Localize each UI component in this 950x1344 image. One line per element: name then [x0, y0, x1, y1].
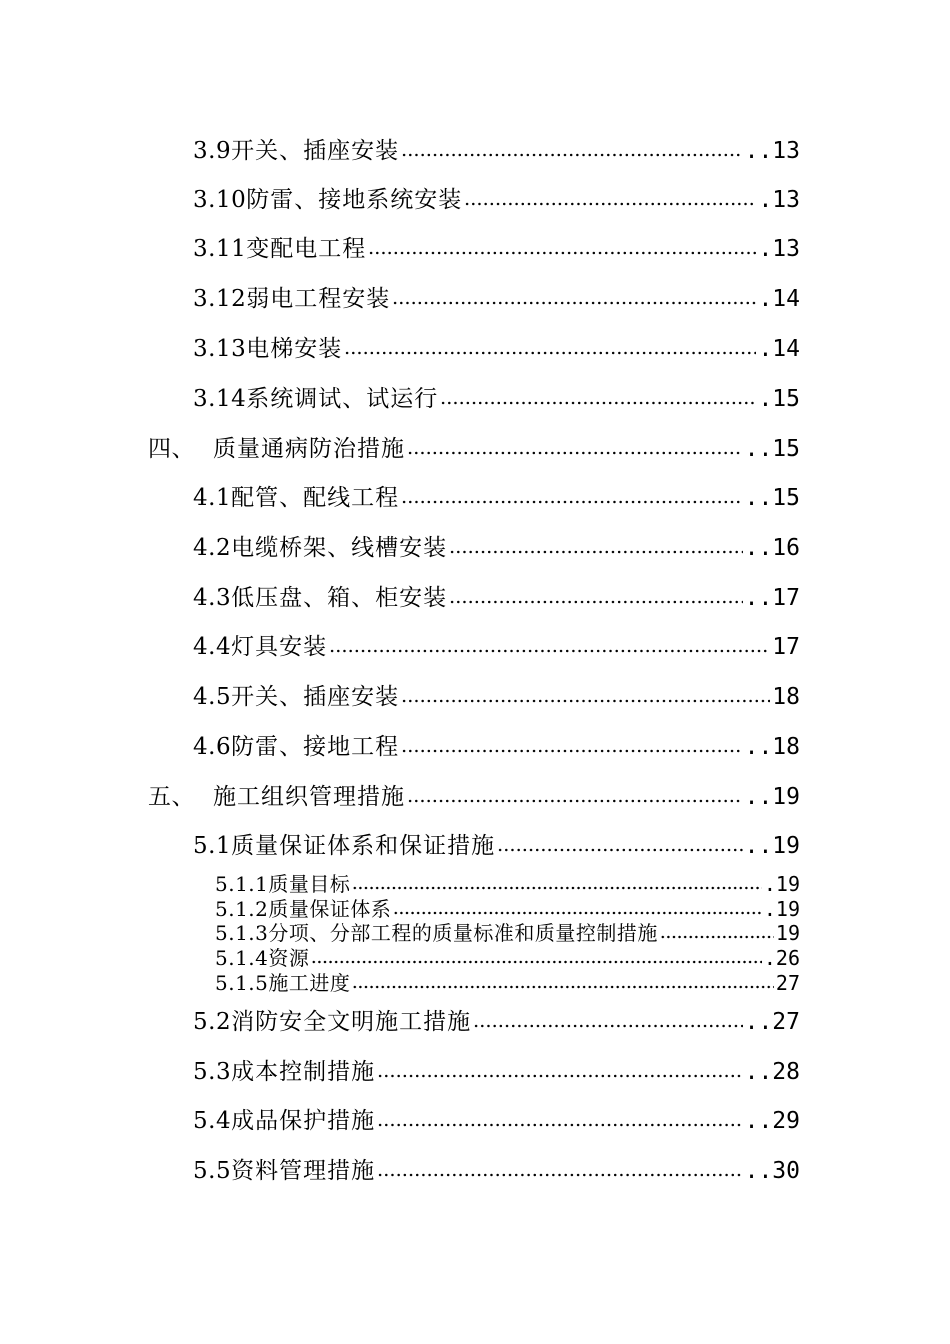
toc-entry-title: 系统调试、试运行	[246, 386, 439, 412]
dot-leader	[352, 885, 761, 891]
dot-leader	[660, 934, 774, 940]
dot-leader	[377, 1122, 743, 1128]
toc-entry[interactable]	[193, 583, 800, 613]
toc-chapter-title: 质量通病防治措施	[213, 436, 405, 462]
toc-entry-title: 资料管理措施	[231, 1158, 376, 1184]
toc-entry-title: 开关、插座安装	[231, 684, 400, 710]
toc-entry-page: 17	[772, 634, 800, 660]
dot-leader	[352, 984, 774, 990]
toc-entry-number: 5.1.5	[215, 971, 269, 995]
toc-entry-title: 配管、配线工程	[231, 485, 400, 511]
toc-subentry[interactable]	[215, 946, 800, 971]
toc-entry-number: 3.14	[193, 386, 247, 412]
toc-entry-title: 消防安全文明施工措施	[231, 1009, 472, 1035]
toc-entry[interactable]	[193, 1057, 800, 1087]
dot-leader	[392, 300, 756, 306]
toc-entry-number: 4.5	[193, 684, 232, 710]
toc-entry-title: 开关、插座安装	[231, 138, 400, 164]
toc-entry-page: ..27	[744, 1009, 800, 1035]
toc-entry-title: 质量保证体系和保证措施	[231, 833, 496, 859]
toc-entry-number: 4.1	[193, 485, 232, 511]
dot-leader	[401, 748, 743, 754]
toc-entry-page: ..19	[744, 833, 800, 859]
toc-entry-title: 灯具安装	[231, 634, 328, 660]
toc-entry-number: 3.12	[193, 286, 247, 312]
toc-entry[interactable]	[193, 533, 800, 563]
toc-chapter-entry[interactable]	[148, 434, 800, 464]
toc-entry-page: ..18	[744, 734, 800, 760]
toc-chapter-number: 五、	[148, 784, 195, 810]
toc-subentry[interactable]	[215, 872, 800, 897]
toc-entry-page: ..29	[744, 1108, 800, 1134]
toc-entry-page: 19	[775, 921, 800, 945]
toc-chapter-title: 施工组织管理措施	[213, 784, 405, 810]
toc-entry-page: ..15	[744, 485, 800, 511]
toc-entry[interactable]	[193, 682, 800, 712]
toc-entry-number: 5.1.3	[215, 921, 269, 945]
dot-leader	[407, 798, 743, 804]
toc-entry-page: .13	[758, 187, 800, 213]
toc-entry[interactable]	[193, 1106, 800, 1136]
toc-entry-page: .14	[758, 336, 800, 362]
toc-entry[interactable]	[193, 384, 800, 414]
dot-leader	[449, 549, 743, 555]
toc-entry-title: 成本控制措施	[231, 1059, 376, 1085]
toc-entry-number: 3.10	[193, 187, 247, 213]
toc-entry-page: 27	[775, 971, 800, 995]
toc-entry-page: .14	[758, 286, 800, 312]
toc-subentry[interactable]	[215, 921, 800, 946]
toc-entry-page: 18	[772, 684, 800, 710]
dot-leader	[464, 201, 756, 207]
toc-entry-number: 3.9	[193, 138, 232, 164]
toc-entry-page: .19	[763, 897, 800, 921]
toc-entry-title: 防雷、接地系统安装	[246, 187, 463, 213]
dot-leader	[393, 910, 761, 916]
toc-entry-title: 变配电工程	[246, 236, 367, 262]
toc-entry-title: 防雷、接地工程	[231, 734, 400, 760]
toc-entry[interactable]	[193, 1007, 800, 1037]
toc-entry-title: 弱电工程安装	[246, 286, 391, 312]
toc-chapter-number: 四、	[148, 436, 195, 462]
toc-entry-number: 5.5	[193, 1158, 232, 1184]
dot-leader	[401, 152, 743, 158]
toc-entry-number: 4.4	[193, 634, 232, 660]
toc-entry-number: 3.11	[193, 236, 247, 262]
dot-leader	[401, 499, 743, 505]
dot-leader	[329, 648, 770, 654]
toc-entry-number: 5.3	[193, 1059, 232, 1085]
toc-entry[interactable]	[193, 831, 800, 861]
toc-entry-number: 5.4	[193, 1108, 232, 1134]
dot-leader	[401, 698, 770, 704]
toc-entry-number: 3.13	[193, 336, 247, 362]
toc-entry[interactable]	[193, 632, 800, 662]
dot-leader	[377, 1172, 743, 1178]
dot-leader	[344, 350, 756, 356]
toc-entry-number: 4.3	[193, 585, 232, 611]
toc-entry-title: 电梯安装	[246, 336, 343, 362]
dot-leader	[497, 847, 743, 853]
toc-entry[interactable]	[193, 483, 800, 513]
toc-entry-number: 5.2	[193, 1009, 232, 1035]
toc-subentry[interactable]	[215, 897, 800, 922]
toc-entry-title: 资源	[268, 946, 310, 970]
dot-leader	[473, 1023, 743, 1029]
toc-entry[interactable]	[193, 334, 800, 364]
toc-entry-page: ..15	[744, 436, 800, 462]
toc-entry-number: 5.1.1	[215, 872, 269, 896]
toc-entry-title: 成品保护措施	[231, 1108, 376, 1134]
toc-entry-number: 5.1	[193, 833, 232, 859]
dot-leader	[449, 599, 743, 605]
dot-leader	[377, 1073, 743, 1079]
toc-subentry[interactable]	[215, 971, 800, 996]
toc-entry[interactable]	[193, 732, 800, 762]
toc-entry[interactable]	[193, 136, 800, 166]
toc-entry[interactable]	[193, 1156, 800, 1186]
toc-entry-page: ..17	[744, 585, 800, 611]
toc-entry-page: ..16	[744, 535, 800, 561]
toc-entry-page: .19	[763, 872, 800, 896]
dot-leader	[311, 959, 761, 965]
toc-entry-title: 质量保证体系	[268, 897, 392, 921]
toc-entry-title: 质量目标	[268, 872, 351, 896]
toc-entry-number: 4.2	[193, 535, 232, 561]
toc-entry-page: .26	[763, 946, 800, 970]
toc-entry-title: 施工进度	[268, 971, 351, 995]
toc-entry-number: 4.6	[193, 734, 232, 760]
toc-entry-page: ..19	[744, 784, 800, 810]
toc-entry[interactable]	[193, 185, 800, 215]
toc-entry-title: 低压盘、箱、柜安装	[231, 585, 448, 611]
toc-entry[interactable]	[193, 284, 800, 314]
toc-entry-number: 5.1.2	[215, 897, 269, 921]
dot-leader	[407, 450, 743, 456]
toc-entry-number: 5.1.4	[215, 946, 269, 970]
toc-entry-page: .15	[758, 386, 800, 412]
dot-leader	[440, 400, 756, 406]
toc-entry-page: .13	[758, 236, 800, 262]
toc-entry-page: ..13	[744, 138, 800, 164]
toc-entry-title: 电缆桥架、线槽安装	[231, 535, 448, 561]
toc-entry-page: ..30	[744, 1158, 800, 1184]
toc-chapter-entry[interactable]	[148, 782, 800, 812]
dot-leader	[368, 250, 756, 256]
toc-entry-title: 分项、分部工程的质量标准和质量控制措施	[268, 921, 658, 945]
toc-entry[interactable]	[193, 234, 800, 264]
toc-entry-page: ..28	[744, 1059, 800, 1085]
